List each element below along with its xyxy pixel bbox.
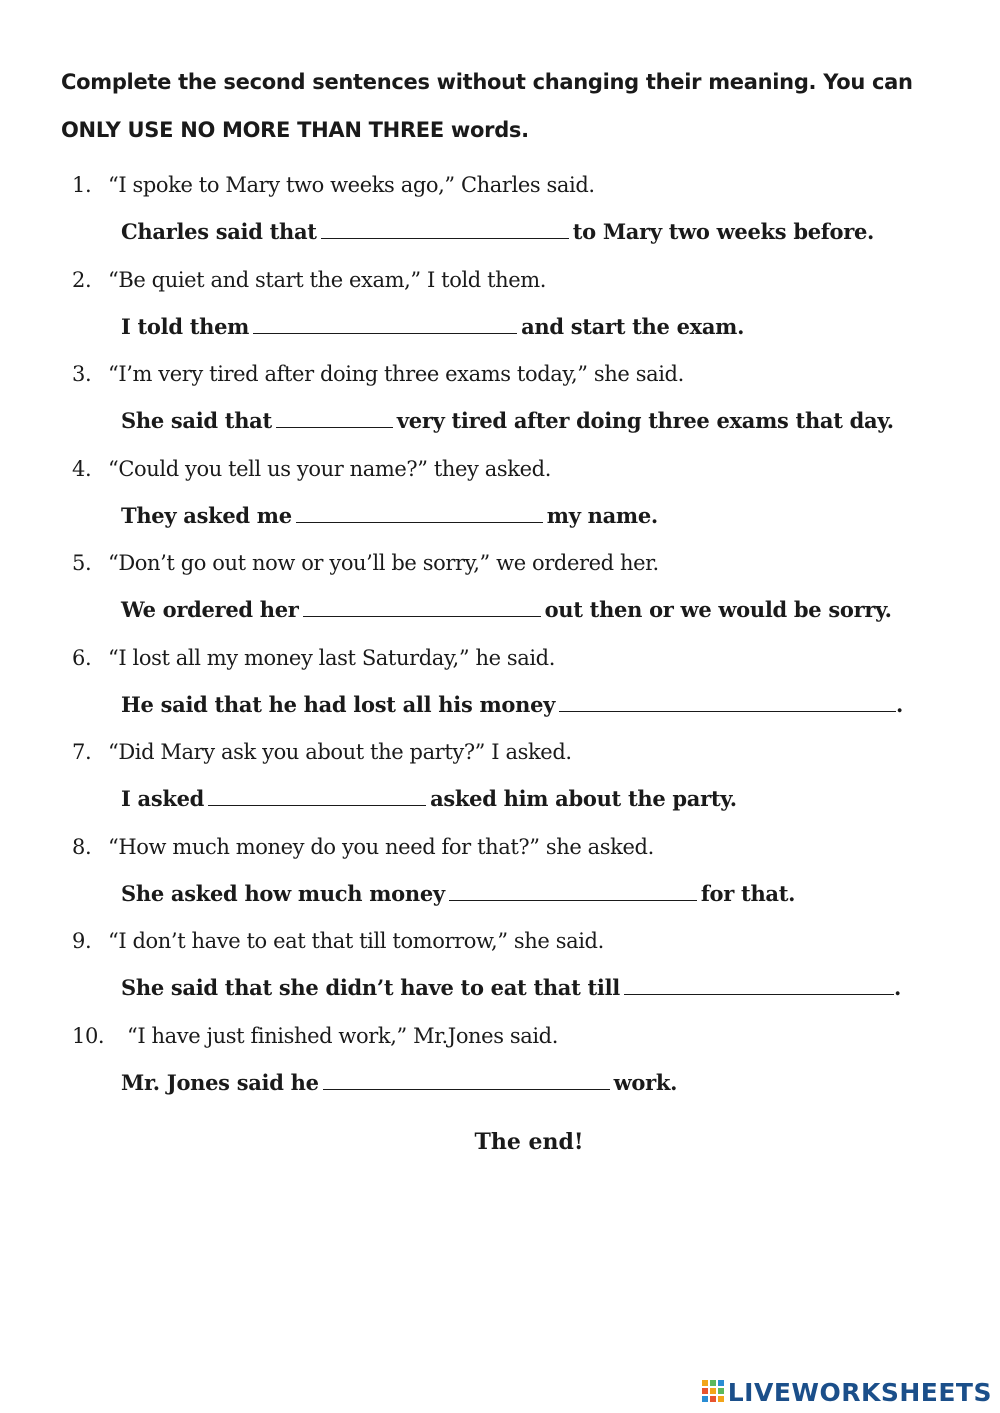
question-number: 6. — [72, 645, 92, 670]
question-8 — [72, 832, 654, 862]
answer-blank[interactable] — [323, 1069, 610, 1090]
question-text: “I’m very tired after doing three exams today,” she said. — [108, 362, 684, 386]
question-2 — [72, 265, 546, 295]
answer-blank[interactable] — [208, 785, 426, 806]
answer-prefix: I asked — [121, 786, 205, 811]
answer-line-10 — [121, 1068, 677, 1098]
liveworksheets-icon — [702, 1380, 724, 1404]
question-text: “Did Mary ask you about the party?” I asked. — [108, 740, 572, 764]
answer-blank[interactable] — [253, 313, 517, 334]
question-text: “Don’t go out now or you’ll be sorry,” we ordered her. — [108, 551, 659, 575]
answer-line-4 — [121, 501, 658, 531]
answer-prefix: Charles said that — [121, 219, 317, 244]
answer-prefix: I told them — [121, 313, 250, 339]
answer-suffix: asked him about the party. — [430, 786, 737, 811]
answer-suffix: very tired after doing three exams that day. — [396, 408, 894, 433]
question-6 — [72, 643, 555, 673]
answer-line-9 — [121, 973, 901, 1003]
answer-blank[interactable] — [559, 691, 896, 712]
answer-blank[interactable] — [624, 974, 894, 995]
question-text: “Be quiet and start the exam,” I told them. — [108, 267, 547, 292]
answer-prefix: She said that she didn’t have to eat that till — [121, 975, 620, 1000]
answer-prefix: We ordered her — [121, 597, 299, 622]
answer-line-7 — [121, 784, 737, 814]
question-7 — [72, 737, 572, 767]
answer-suffix: to Mary two weeks before. — [572, 219, 875, 244]
question-number: 9. — [72, 929, 92, 953]
question-number: 8. — [72, 834, 92, 859]
answer-prefix: She said that — [121, 408, 272, 433]
answer-prefix: Mr. Jones said he — [121, 1069, 319, 1095]
question-4 — [72, 454, 551, 484]
answer-suffix: work. — [613, 1069, 678, 1095]
question-9 — [72, 926, 604, 956]
answer-suffix: for that. — [700, 880, 796, 906]
answer-line-8 — [121, 879, 795, 909]
answer-suffix: out then or we would be sorry. — [544, 597, 892, 622]
question-number: 10. — [72, 1023, 105, 1048]
answer-blank[interactable] — [303, 596, 541, 617]
answer-suffix: . — [896, 691, 904, 717]
answer-line-2 — [121, 312, 744, 342]
answer-line-6 — [121, 690, 903, 720]
question-3 — [72, 359, 684, 389]
question-number: 3. — [72, 362, 92, 386]
the-end-text: The end! — [474, 1129, 584, 1155]
question-10 — [72, 1021, 558, 1051]
question-number: 2. — [72, 267, 92, 292]
question-number: 1. — [72, 173, 92, 197]
question-text: “Could you tell us your name?” they asked. — [108, 456, 551, 481]
answer-line-5 — [121, 595, 892, 625]
answer-blank[interactable] — [276, 407, 393, 428]
question-number: 7. — [72, 740, 92, 764]
answer-line-1 — [121, 217, 874, 247]
question-text: “How much money do you need for that?” she asked. — [108, 834, 654, 859]
answer-suffix: my name. — [546, 502, 658, 528]
answer-line-3 — [121, 406, 894, 436]
question-text: “I lost all my money last Saturday,” he said. — [108, 645, 556, 670]
question-number: 5. — [72, 551, 92, 575]
answer-prefix: They asked me — [121, 502, 292, 528]
answer-suffix: . — [893, 975, 901, 1000]
answer-prefix: He said that he had lost all his money — [121, 691, 556, 717]
question-text: “I have just finished work,” Mr.Jones said. — [127, 1023, 558, 1048]
question-text: “I don’t have to eat that till tomorrow,” she said. — [108, 929, 604, 953]
answer-prefix: She asked how much money — [121, 880, 445, 906]
liveworksheets-wordmark: LIVEWORKSHEETS — [727, 1377, 992, 1407]
question-text: “I spoke to Mary two weeks ago,” Charles said. — [108, 173, 595, 197]
liveworksheets-logo — [702, 1377, 992, 1407]
answer-blank[interactable] — [296, 502, 543, 523]
question-5 — [72, 548, 659, 578]
instructions: Complete the second sentences without changing their meaning. You can ONLY USE NO MORE THAN THREE words. — [61, 70, 913, 142]
answer-suffix: and start the exam. — [521, 313, 745, 339]
question-1 — [72, 170, 595, 200]
question-number: 4. — [72, 456, 92, 481]
answer-blank[interactable] — [321, 218, 569, 239]
answer-blank[interactable] — [449, 880, 697, 901]
